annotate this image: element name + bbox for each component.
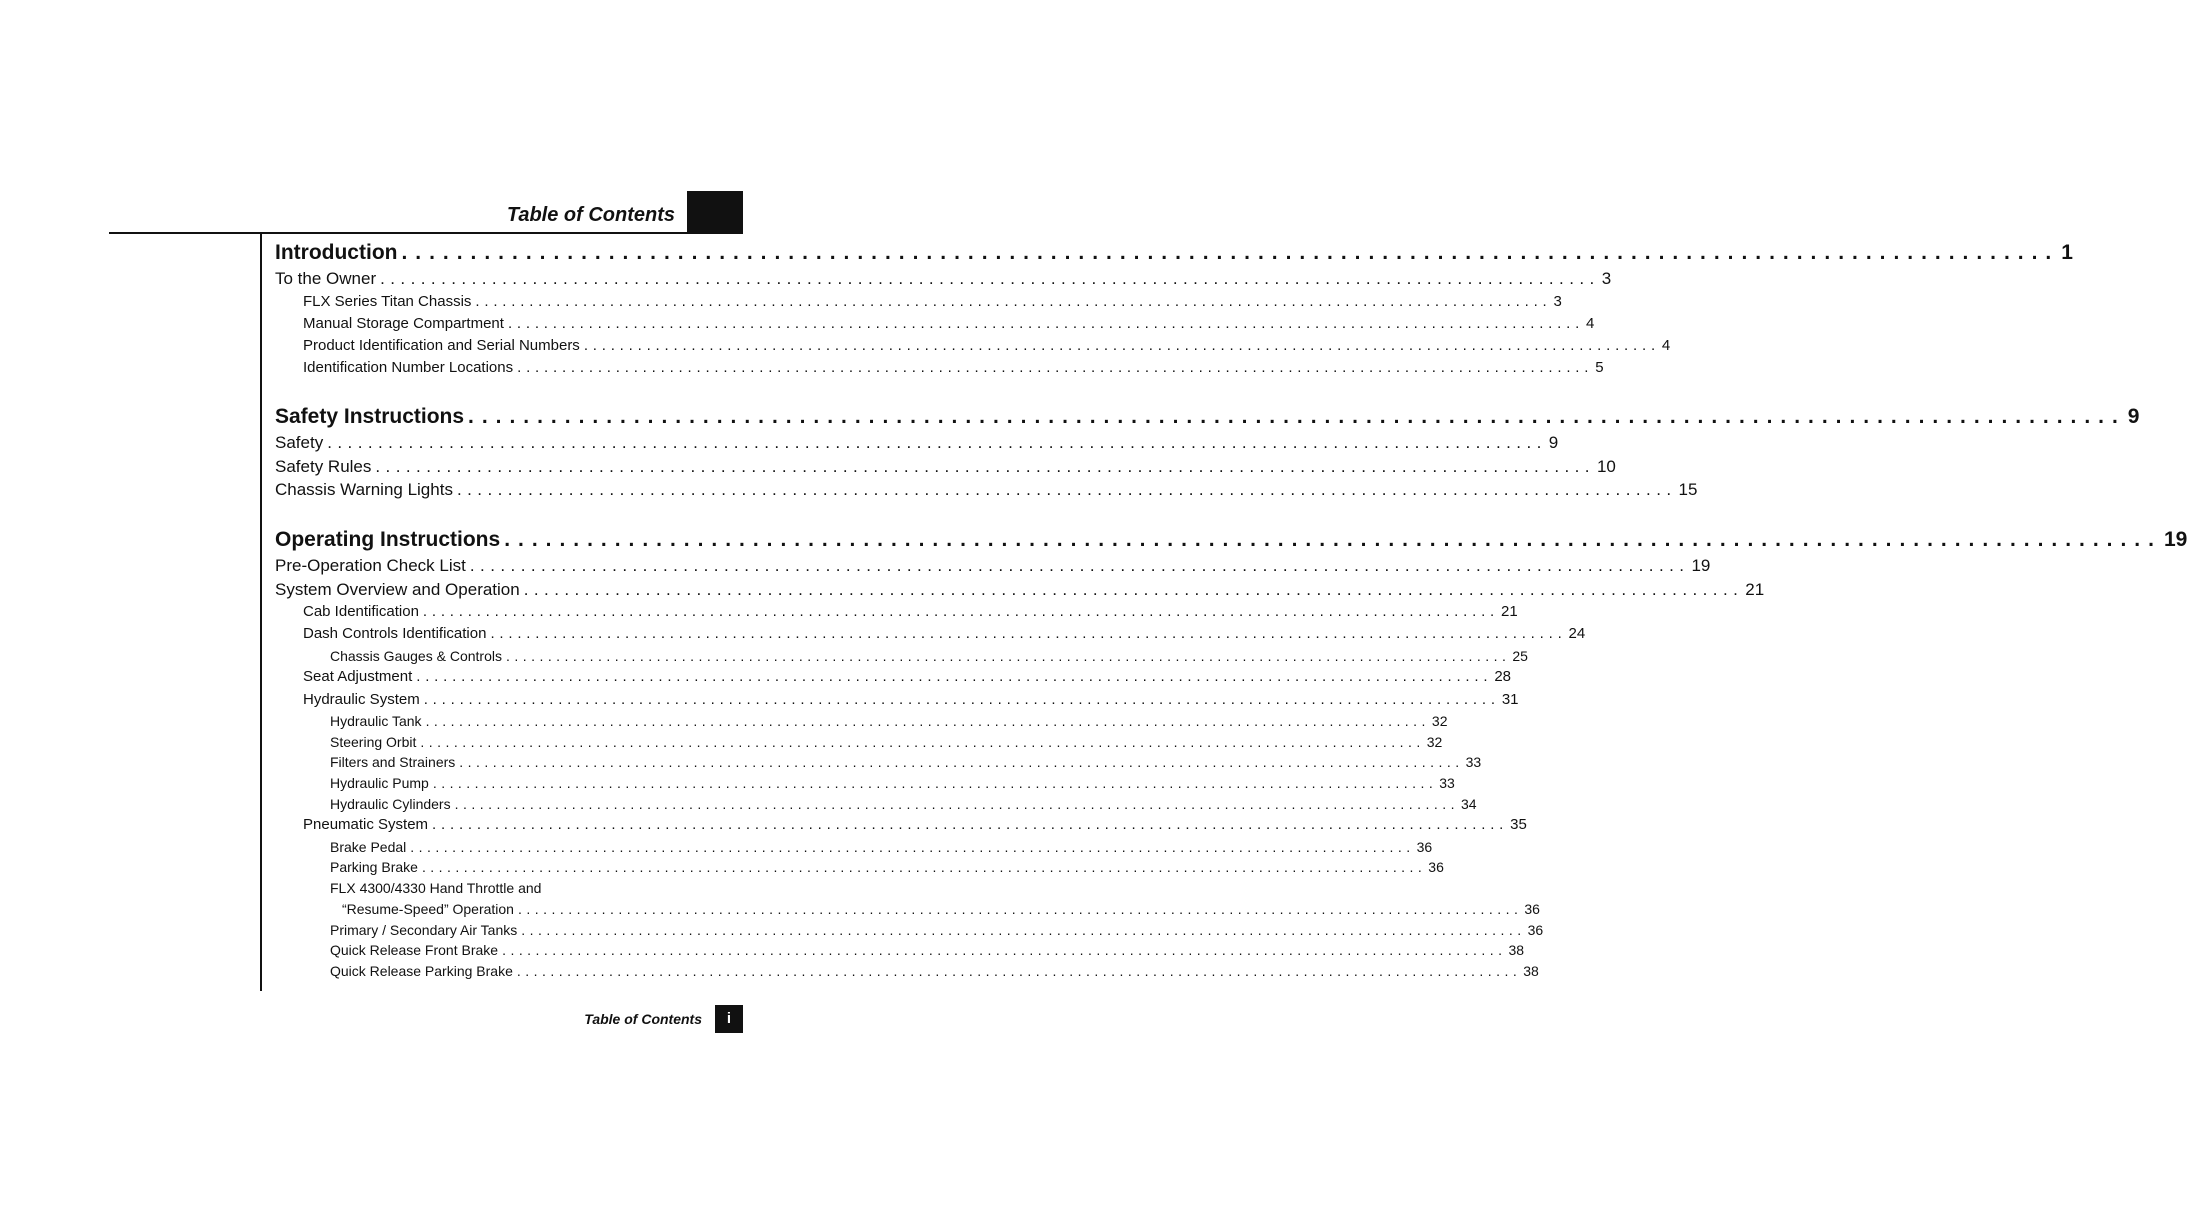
toc-entry-page: 36 xyxy=(1527,921,1544,938)
toc-entry-page: 25 xyxy=(1512,647,1528,664)
toc-entry-page: 32 xyxy=(1431,712,1448,729)
toc-entry-title: Product Identification and Serial Numbers xyxy=(303,337,580,355)
dot-leader: ........................................................................................................................ xyxy=(583,337,1660,355)
toc-entry-page: 34 xyxy=(1460,795,1477,812)
dot-leader: ........................................................................................................................ xyxy=(454,795,1459,812)
toc-entry[interactable] xyxy=(303,690,1519,708)
toc-entry-title: Chassis Gauges & Controls xyxy=(330,647,502,664)
toc-entry-title: Operating Instructions xyxy=(275,528,501,551)
dot-leader: ........................................................................................................................ xyxy=(456,480,1677,499)
footer-page-marker: i xyxy=(715,1005,743,1033)
toc-entry[interactable] xyxy=(275,579,1765,600)
dot-leader: ........................................................................................................................ xyxy=(459,754,1464,771)
toc-entry-page: 4 xyxy=(1661,337,1671,355)
dot-leader: ........................................................................................................................ xyxy=(469,556,1690,575)
toc-entry-title: Brake Pedal xyxy=(330,838,407,855)
toc-section-heading[interactable] xyxy=(275,241,2073,265)
toc-entry[interactable] xyxy=(330,733,1443,750)
toc-entry-page: 28 xyxy=(1494,668,1512,686)
header-tab-block xyxy=(687,191,743,233)
toc-entry-page: 21 xyxy=(1745,579,1765,599)
toc-entry[interactable] xyxy=(275,456,1616,477)
toc-entry-page: 32 xyxy=(1426,733,1443,750)
toc-entry-title: Chassis Warning Lights xyxy=(275,480,453,499)
dot-leader: ........................................................................................................................ xyxy=(423,690,1500,708)
toc-section-heading[interactable] xyxy=(275,528,2187,552)
toc-entry-title: Hydraulic Tank xyxy=(330,712,422,729)
dot-leader: ........................................................................................................................ xyxy=(432,816,1509,834)
toc-entry-page: 33 xyxy=(1465,754,1482,771)
toc-entry-title: Cab Identification xyxy=(303,603,419,620)
toc-entry-title: System Overview and Operation xyxy=(275,579,520,599)
dot-leader: ........................................................................................................................ xyxy=(504,528,2162,551)
toc-entry-title: Hydraulic Cylinders xyxy=(330,795,451,812)
toc-entry-title: Identification Number Locations xyxy=(303,359,514,377)
toc-entry-title: Pneumatic System xyxy=(303,816,429,834)
toc-entry[interactable] xyxy=(303,337,1671,355)
toc-entry[interactable] xyxy=(330,921,1544,938)
toc-entry[interactable] xyxy=(275,433,1559,453)
toc-entry-title: FLX Series Titan Chassis xyxy=(303,292,472,310)
dot-leader: ........................................................................................................................ xyxy=(380,269,1600,288)
toc-entry-title: Filters and Strainers xyxy=(330,754,456,771)
toc-entry-page: 3 xyxy=(1553,292,1562,310)
toc-entry-title: Seat Adjustment xyxy=(303,668,413,686)
toc-entry[interactable] xyxy=(330,712,1448,729)
dot-leader: ........................................................................................................................ xyxy=(420,733,1425,750)
toc-entry-title: Introduction xyxy=(275,241,398,264)
dot-leader: ........................................................................................................................ xyxy=(516,962,1522,979)
toc-entry-title: Quick Release Parking Brake xyxy=(330,962,513,979)
toc-entry-page: 38 xyxy=(1523,962,1539,979)
toc-entry-page: 9 xyxy=(1548,433,1559,452)
toc-entry-title: Hydraulic Pump xyxy=(330,775,429,791)
toc-entry-page: 15 xyxy=(1678,480,1698,499)
toc-entry-page: 36 xyxy=(1524,900,1540,917)
dot-leader: ........................................................................................................................ xyxy=(521,921,1526,938)
dot-leader: ........................................................................................................................ xyxy=(490,625,1567,643)
toc-entry-page: 35 xyxy=(1510,816,1527,834)
toc-entry-page: 5 xyxy=(1595,359,1604,377)
toc-entry-title: To the Owner xyxy=(275,269,377,288)
dot-leader: ........................................................................................................................ xyxy=(416,668,1493,686)
toc-entry-page: 24 xyxy=(1568,625,1586,643)
toc-entry[interactable] xyxy=(303,603,1518,620)
toc-entry-page: 10 xyxy=(1596,456,1616,476)
toc-entry[interactable] xyxy=(330,775,1455,791)
dot-leader: ........................................................................................................................ xyxy=(327,433,1547,452)
dot-leader: ........................................................................................................................ xyxy=(523,579,1744,599)
toc-entry-title: Safety Instructions xyxy=(275,405,465,428)
dot-leader: ........................................................................................................................ xyxy=(425,712,1430,729)
toc-entry[interactable] xyxy=(303,359,1604,377)
dot-leader: ........................................................................................................................ xyxy=(432,775,1438,791)
header-rule xyxy=(109,232,743,234)
toc-entry[interactable] xyxy=(275,480,1698,500)
toc-entry-page: 36 xyxy=(1416,838,1433,855)
toc-entry[interactable] xyxy=(275,269,1612,289)
toc-entry-title: Pre-Operation Check List xyxy=(275,556,466,575)
toc-entry-title: Safety xyxy=(275,433,324,452)
dot-leader: ........................................................................................................................ xyxy=(468,405,2126,428)
toc-entry[interactable] xyxy=(342,900,1540,917)
toc-entry[interactable] xyxy=(303,292,1562,310)
toc-entry[interactable] xyxy=(303,625,1586,643)
toc-entry[interactable] xyxy=(303,314,1595,332)
dot-leader: ........................................................................................................................ xyxy=(422,603,1500,620)
toc-entry[interactable] xyxy=(275,556,1711,576)
toc-entry-page: 3 xyxy=(1601,269,1612,288)
toc-entry[interactable] xyxy=(330,838,1433,855)
dot-leader: ........................................................................................................................ xyxy=(375,456,1595,476)
toc-entry[interactable] xyxy=(330,859,1444,876)
toc-entry[interactable] xyxy=(330,754,1482,771)
toc-entry-title: Dash Controls Identification xyxy=(303,625,487,643)
toc-entry-title: Steering Orbit xyxy=(330,733,417,750)
vertical-rule xyxy=(260,233,262,991)
toc-entry-page: 19 xyxy=(2163,528,2187,551)
toc-entry[interactable] xyxy=(303,816,1527,834)
dot-leader: ........................................................................................................................ xyxy=(410,838,1415,855)
toc-section-heading[interactable] xyxy=(275,405,2140,429)
dot-leader: ........................................................................................................................ xyxy=(502,942,1507,959)
dot-leader: ........................................................................................................................ xyxy=(507,314,1585,332)
toc-entry-title: Hydraulic System xyxy=(303,690,420,708)
footer-label: Table of Contents xyxy=(584,1011,702,1027)
toc-entry-page: 4 xyxy=(1586,314,1595,332)
toc-entry-page: 9 xyxy=(2127,405,2140,428)
toc-entry-title: Parking Brake xyxy=(330,859,418,876)
toc-entry-title: Primary / Secondary Air Tanks xyxy=(330,921,518,938)
dot-leader: ........................................................................................................................ xyxy=(517,900,1523,917)
toc-entry-title: “Resume-Speed” Operation xyxy=(342,900,514,917)
toc-entry-page: 38 xyxy=(1508,942,1525,959)
toc-entry-title: Manual Storage Compartment xyxy=(303,314,504,332)
dot-leader: ........................................................................................................................ xyxy=(401,241,2060,264)
toc-entry-title: Safety Rules xyxy=(275,456,372,476)
toc-entry-page: 21 xyxy=(1501,603,1518,620)
dot-leader: ........................................................................................................................ xyxy=(517,359,1594,377)
toc-entry[interactable] xyxy=(303,668,1512,686)
dot-leader: ........................................................................................................................ xyxy=(475,292,1552,310)
toc-entry-title: Quick Release Front Brake xyxy=(330,942,499,959)
dot-leader: ........................................................................................................................ xyxy=(505,647,1511,664)
toc-entry[interactable] xyxy=(330,942,1525,959)
toc-entry[interactable] xyxy=(330,647,1528,664)
toc-entry-page: 19 xyxy=(1691,556,1711,575)
toc-entry[interactable] xyxy=(330,962,1539,979)
toc-entry-page: 36 xyxy=(1428,859,1444,876)
toc-entry-page: 33 xyxy=(1439,775,1455,791)
toc-entry[interactable] xyxy=(330,795,1477,812)
toc-entry-page: 31 xyxy=(1501,690,1519,708)
header-title: Table of Contents xyxy=(506,204,675,226)
dot-leader: ........................................................................................................................ xyxy=(421,859,1427,876)
toc-entry-title: FLX 4300/4330 Hand Throttle and xyxy=(330,880,542,897)
toc-entry-page: 1 xyxy=(2061,241,2073,264)
